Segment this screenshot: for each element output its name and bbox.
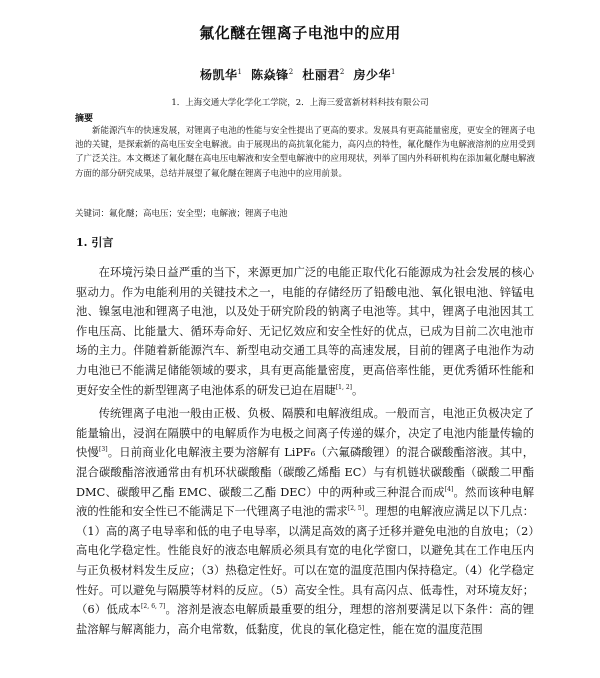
keywords-line xyxy=(75,207,535,219)
keywords-label: 关键词： xyxy=(75,209,110,219)
paragraph xyxy=(76,404,534,639)
body-text xyxy=(76,263,534,643)
keywords-value: 氟化醚；高电压；安全型；电解液；锂离子电池 xyxy=(109,209,288,219)
author-affil-mark: 1 xyxy=(391,68,396,76)
author-affil-mark: 1 xyxy=(237,68,243,76)
paragraph-text: 。溶剂是液态电解质最重要的组分，理想的溶剂要满足以下条件：高的锂盐溶解与解离能力，高介电常数，低黏度，优良的氧化稳定性，能在宽的温度范围 xyxy=(76,603,534,636)
citation: [4] xyxy=(444,485,454,493)
abstract-text: 新能源汽车的快速发展，对锂离子电池的性能与安全性提出了更高的要求。发展具有更高能量密度，更安全的锂离子电池的关键，是探索新的高电压安全电解液。由于展现出的高抗氧化能力，高闪点的特性，氟化醚作为电解液溶剂的应用受到了广泛关注。本文概述了氟化醚在高电压电解液和安全型电解液中的应用现状，列举了国内外科研机构在添加氟化醚电解液方面的部分研究成果，总结并展望了氟化醚在锂离子电池中的应用前景。 xyxy=(75,126,535,179)
citation: [2, 6, 7] xyxy=(141,603,166,611)
author-name: 杜丽君 xyxy=(302,68,340,82)
citation: [3] xyxy=(99,446,108,454)
paragraph-text: 。 xyxy=(351,383,364,397)
affiliations: 1．上海交通大学化学化工学院，2．上海三爱富新材料科技有限公司 xyxy=(171,98,429,108)
section-heading: 1. 引言 xyxy=(76,236,114,249)
paragraph xyxy=(76,263,534,400)
author-name: 房少华 xyxy=(353,68,392,82)
author-list xyxy=(0,66,600,83)
paragraph-text: 。理想的电解液应满足以下几点：（1）高的离子电导率和低的电子电导率，以满足高效的离子迁移并避免电池的自放电；（2）高电化学稳定性。性能良好的液态电解质必须具有宽的电化学窗口，以避免其在工作电压内与正负极材料发生反应；（3）热稳定性好。可以在宽的温度范围内保持稳定。（4）化学稳定性好。可以避免与隔膜等材料的反应。（5）高安全性。具有高闪点、低毒性，对环境友好；（6）低成本 xyxy=(76,505,534,617)
paragraph-text: 。然而该种电解液的性能和安全性已不能满足下一代锂离子电池的需求 xyxy=(76,485,534,519)
author-affil-mark: 2 xyxy=(339,68,345,76)
citation: [2, 5] xyxy=(347,505,365,513)
paragraph-text: 。日前商业化电解液主要为溶解有 LiPF₆（六氟磷酸锂）的混合碳酸酯溶液。其中，混合碳酸酯溶液通常由有机环状碳酸酯（碳酸乙烯酯 EC）与有机链状碳酸酯（碳酸二甲酯 DMC、碳酸甲乙酯 EMC、碳酸二乙酯 DEC）中的两种或三种混合而成 xyxy=(76,446,534,499)
paper-title: 氟化醚在锂离子电池中的应用 xyxy=(199,24,401,42)
citation: [1, 2] xyxy=(335,383,352,391)
abstract-heading: 摘要 xyxy=(75,114,94,124)
author-name: 杨凯华 xyxy=(200,68,238,82)
paragraph-text: 在环境污染日益严重的当下，来源更加广泛的电能正取代化石能源成为社会发展的核心驱动力。作为电能利用的关键技术之一，电能的存储经历了铅酸电池、氧化银电池、锌锰电池、镍氢电池和锂离子电池，以及处于研究阶段的钠离子电池等。其中，锂离子电池因其工作电压高、比能量大、循环寿命好、无记忆效应和安全性好的优点，已成为目前二次电池市场的主力。伴随着新能源汽车、新型电动交通工具等的高速发展，目前的锂离子电池作为动力电池已不能满足储能领域的要求，具有更高能量密度，更高倍率性能，更优秀循环性能和更好安全性的新型锂离子电池体系的研发已迫在眉睫 xyxy=(76,266,534,397)
paragraph-text: 传统锂离子电池一般由正极、负极、隔膜和电解液组成。一般而言，电池正负极决定了能量输出，浸润在隔膜中的电解质作为电极之间离子传递的媒介，决定了电池内能量传输的快慢 xyxy=(76,407,534,460)
author-name: 陈焱锋 xyxy=(251,68,289,82)
author-affil-mark: 2 xyxy=(288,68,294,76)
